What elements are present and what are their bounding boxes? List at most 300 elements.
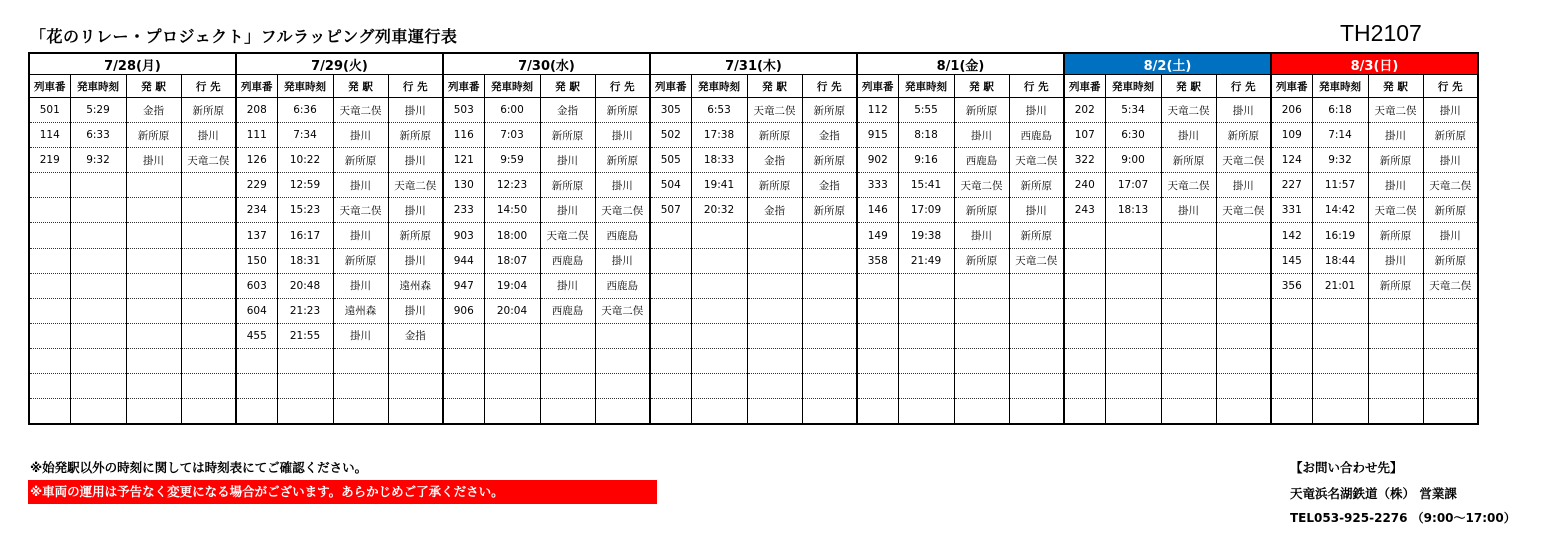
table-cell (29, 323, 70, 348)
table-cell: 新所原 (802, 148, 857, 173)
table-cell: 18:33 (691, 148, 747, 173)
day-header-row (29, 53, 1478, 75)
table-cell: 7:03 (484, 123, 540, 148)
table-cell (1009, 374, 1064, 399)
day-header: 7/31(木) (650, 53, 857, 75)
table-cell (70, 173, 126, 198)
table-cell: 9:00 (1105, 148, 1161, 173)
column-header-row (29, 75, 1478, 98)
table-cell (1271, 323, 1312, 348)
table-cell: 掛川 (388, 298, 443, 323)
table-cell: 18:13 (1105, 198, 1161, 223)
table-cell (126, 374, 181, 399)
table-cell: 21:01 (1312, 273, 1368, 298)
table-cell (898, 298, 954, 323)
table-cell: 掛川 (595, 173, 650, 198)
table-cell (70, 248, 126, 273)
column-header: 発車時刻 (70, 75, 126, 98)
table-cell: 6:00 (484, 98, 540, 123)
table-cell: 新所原 (595, 148, 650, 173)
table-cell (802, 223, 857, 248)
table-cell (747, 348, 802, 373)
table-cell (1423, 399, 1478, 425)
table-cell (333, 348, 388, 373)
column-header: 行 先 (802, 75, 857, 98)
column-header: 行 先 (181, 75, 236, 98)
table-row (29, 298, 1478, 323)
table-cell: 7:14 (1312, 123, 1368, 148)
table-cell (802, 374, 857, 399)
table-cell: 455 (236, 323, 277, 348)
table-cell: 130 (443, 173, 484, 198)
table-cell (691, 399, 747, 425)
table-cell (277, 399, 333, 425)
table-cell: 206 (1271, 98, 1312, 123)
table-cell: 掛川 (388, 198, 443, 223)
table-cell: 金指 (126, 98, 181, 123)
table-cell (1105, 248, 1161, 273)
table-row (29, 323, 1478, 348)
contact-company: 天竜浜名湖鉄道（株） 営業課 (1290, 486, 1457, 501)
table-cell (650, 273, 691, 298)
table-cell: 915 (857, 123, 898, 148)
contact-heading: 【お問い合わせ先】 (1290, 460, 1403, 475)
table-cell (954, 374, 1009, 399)
table-cell: 西鹿島 (595, 273, 650, 298)
table-cell: 掛川 (1161, 198, 1216, 223)
table-cell: 新所原 (802, 198, 857, 223)
table-cell: 新所原 (1423, 123, 1478, 148)
column-header: 発車時刻 (1105, 75, 1161, 98)
table-row (29, 399, 1478, 425)
table-cell (1009, 399, 1064, 425)
table-cell (1216, 248, 1271, 273)
table-cell: 333 (857, 173, 898, 198)
table-cell: 天竜二俣 (1368, 98, 1423, 123)
table-cell: 19:38 (898, 223, 954, 248)
table-cell: 202 (1064, 98, 1105, 123)
table-cell (747, 273, 802, 298)
column-header: 発車時刻 (484, 75, 540, 98)
table-cell: 天竜二俣 (595, 198, 650, 223)
day-header: 8/2(土) (1064, 53, 1271, 75)
column-header: 列車番 (236, 75, 277, 98)
day-header: 8/1(金) (857, 53, 1064, 75)
table-cell: 111 (236, 123, 277, 148)
table-cell (181, 173, 236, 198)
table-cell: 金指 (802, 173, 857, 198)
table-cell (126, 273, 181, 298)
table-cell: 507 (650, 198, 691, 223)
table-cell: 902 (857, 148, 898, 173)
table-cell: 944 (443, 248, 484, 273)
table-cell (540, 374, 595, 399)
table-cell (1105, 223, 1161, 248)
table-cell: 新所原 (1368, 148, 1423, 173)
table-cell: 天竜二俣 (595, 298, 650, 323)
table-cell: 233 (443, 198, 484, 223)
table-cell: 121 (443, 148, 484, 173)
table-cell: 9:32 (1312, 148, 1368, 173)
table-cell (1423, 298, 1478, 323)
table-cell: 18:00 (484, 223, 540, 248)
table-cell (1064, 374, 1105, 399)
table-cell: 天竜二俣 (1161, 173, 1216, 198)
table-cell: 331 (1271, 198, 1312, 223)
table-cell: 947 (443, 273, 484, 298)
table-cell (70, 223, 126, 248)
day-header: 7/29(火) (236, 53, 443, 75)
table-cell: 西鹿島 (595, 223, 650, 248)
table-cell: 掛川 (1009, 98, 1064, 123)
table-cell: 新所原 (747, 173, 802, 198)
table-cell: 17:07 (1105, 173, 1161, 198)
table-cell (1161, 399, 1216, 425)
table-cell (650, 374, 691, 399)
table-cell (70, 399, 126, 425)
table-cell: 358 (857, 248, 898, 273)
table-cell (1368, 374, 1423, 399)
table-cell: 208 (236, 98, 277, 123)
table-cell (1423, 323, 1478, 348)
table-cell (1216, 374, 1271, 399)
table-cell: 掛川 (388, 148, 443, 173)
table-cell: 西鹿島 (954, 148, 1009, 173)
table-cell: 天竜二俣 (1009, 148, 1064, 173)
table-cell: 天竜二俣 (388, 173, 443, 198)
table-cell (954, 273, 1009, 298)
table-cell: 金指 (747, 148, 802, 173)
table-cell (1312, 399, 1368, 425)
table-cell: 5:29 (70, 98, 126, 123)
table-cell: 112 (857, 98, 898, 123)
column-header: 発車時刻 (898, 75, 954, 98)
table-cell: 6:53 (691, 98, 747, 123)
table-cell (1423, 374, 1478, 399)
table-cell: 掛川 (1216, 173, 1271, 198)
table-cell: 107 (1064, 123, 1105, 148)
table-cell (181, 348, 236, 373)
table-cell (1105, 273, 1161, 298)
table-cell (443, 399, 484, 425)
table-cell (181, 298, 236, 323)
table-cell: 掛川 (333, 173, 388, 198)
table-cell (1216, 223, 1271, 248)
table-cell: 12:59 (277, 173, 333, 198)
table-cell (333, 399, 388, 425)
table-cell: 227 (1271, 173, 1312, 198)
table-cell: 掛川 (333, 323, 388, 348)
table-cell (1161, 223, 1216, 248)
table-cell (181, 374, 236, 399)
table-cell (1105, 323, 1161, 348)
table-cell: 天竜二俣 (747, 98, 802, 123)
table-cell (484, 348, 540, 373)
table-cell (650, 348, 691, 373)
column-header: 発車時刻 (691, 75, 747, 98)
table-cell (650, 248, 691, 273)
table-cell: 金指 (388, 323, 443, 348)
table-cell (70, 348, 126, 373)
table-cell: 天竜二俣 (540, 223, 595, 248)
table-cell: 新所原 (540, 173, 595, 198)
table-cell: 掛川 (126, 148, 181, 173)
table-cell (1161, 348, 1216, 373)
table-cell: 掛川 (388, 248, 443, 273)
table-cell (1271, 399, 1312, 425)
table-cell: 322 (1064, 148, 1105, 173)
table-cell (1271, 374, 1312, 399)
table-cell (1064, 273, 1105, 298)
table-cell (29, 198, 70, 223)
table-cell (1161, 273, 1216, 298)
table-cell: 掛川 (1161, 123, 1216, 148)
table-cell (595, 323, 650, 348)
table-cell (70, 374, 126, 399)
table-cell (898, 323, 954, 348)
table-cell (1009, 298, 1064, 323)
table-cell: 掛川 (181, 123, 236, 148)
table-cell (1216, 273, 1271, 298)
table-cell (29, 248, 70, 273)
table-cell (277, 374, 333, 399)
column-header: 列車番 (857, 75, 898, 98)
table-cell (898, 399, 954, 425)
column-header: 行 先 (595, 75, 650, 98)
table-cell: 新所原 (1423, 248, 1478, 273)
table-cell (1105, 298, 1161, 323)
table-cell (1368, 399, 1423, 425)
table-cell (126, 173, 181, 198)
table-cell: 9:16 (898, 148, 954, 173)
table-cell: 137 (236, 223, 277, 248)
table-cell: 20:04 (484, 298, 540, 323)
table-cell (595, 348, 650, 373)
table-cell (1105, 399, 1161, 425)
table-cell (954, 323, 1009, 348)
table-cell: 新所原 (954, 248, 1009, 273)
table-cell: 15:23 (277, 198, 333, 223)
column-header: 列車番 (1271, 75, 1312, 98)
table-cell (1161, 298, 1216, 323)
table-cell: 新所原 (954, 98, 1009, 123)
table-row (29, 223, 1478, 248)
table-cell (443, 374, 484, 399)
table-cell: 掛川 (388, 98, 443, 123)
table-row (29, 198, 1478, 223)
table-cell (126, 323, 181, 348)
table-cell (1216, 348, 1271, 373)
table-cell (388, 399, 443, 425)
table-cell: 新所原 (1368, 223, 1423, 248)
table-cell: 天竜二俣 (954, 173, 1009, 198)
table-cell: 新所原 (333, 248, 388, 273)
warning-note: ※車両の運用は予告なく変更になる場合がございます。あらかじめご了承ください。 (28, 480, 657, 504)
table-cell (181, 399, 236, 425)
table-cell (70, 198, 126, 223)
table-cell (1009, 348, 1064, 373)
table-cell: 新所原 (333, 148, 388, 173)
column-header: 列車番 (29, 75, 70, 98)
table-cell: 604 (236, 298, 277, 323)
table-cell (333, 374, 388, 399)
table-cell: 14:50 (484, 198, 540, 223)
table-cell: 502 (650, 123, 691, 148)
table-cell (802, 399, 857, 425)
table-cell (857, 273, 898, 298)
table-cell: 906 (443, 298, 484, 323)
table-cell (1064, 223, 1105, 248)
table-cell (1064, 348, 1105, 373)
table-cell (1064, 298, 1105, 323)
table-cell: 掛川 (333, 273, 388, 298)
table-cell: 天竜二俣 (1423, 173, 1478, 198)
table-cell: 8:18 (898, 123, 954, 148)
column-header: 発車時刻 (277, 75, 333, 98)
table-cell: 240 (1064, 173, 1105, 198)
table-cell (595, 399, 650, 425)
table-cell (181, 223, 236, 248)
table-row (29, 248, 1478, 273)
table-cell (691, 223, 747, 248)
table-row (29, 273, 1478, 298)
table-cell (1368, 323, 1423, 348)
table-cell: 掛川 (333, 223, 388, 248)
table-cell: 遠州森 (388, 273, 443, 298)
table-cell: 126 (236, 148, 277, 173)
table-cell: 21:55 (277, 323, 333, 348)
table-cell: 21:23 (277, 298, 333, 323)
table-cell (650, 298, 691, 323)
table-cell: 新所原 (126, 123, 181, 148)
table-cell (181, 198, 236, 223)
table-cell: 掛川 (1216, 98, 1271, 123)
table-cell (650, 223, 691, 248)
table-cell: 18:07 (484, 248, 540, 273)
timetable-note: ※始発駅以外の時刻に関しては時刻表にてご確認ください。 (30, 460, 368, 475)
table-cell (29, 298, 70, 323)
document-code: TH2107 (1340, 20, 1422, 46)
table-cell: 金指 (540, 98, 595, 123)
table-cell (1368, 298, 1423, 323)
table-cell (650, 323, 691, 348)
table-cell (691, 298, 747, 323)
table-cell: 6:33 (70, 123, 126, 148)
table-cell: 603 (236, 273, 277, 298)
table-cell (1312, 348, 1368, 373)
table-cell: 新所原 (181, 98, 236, 123)
day-header: 8/3(日) (1271, 53, 1478, 75)
column-header: 発 駅 (1161, 75, 1216, 98)
table-cell (29, 173, 70, 198)
table-cell: 掛川 (595, 123, 650, 148)
table-cell: 新所原 (802, 98, 857, 123)
table-cell (236, 348, 277, 373)
table-cell (802, 298, 857, 323)
table-cell (747, 399, 802, 425)
table-cell: 金指 (747, 198, 802, 223)
table-cell: 6:30 (1105, 123, 1161, 148)
table-cell: 天竜二俣 (1368, 198, 1423, 223)
table-cell: 天竜二俣 (1009, 248, 1064, 273)
table-cell: 305 (650, 98, 691, 123)
column-header: 行 先 (1423, 75, 1478, 98)
table-cell (802, 273, 857, 298)
table-cell: 109 (1271, 123, 1312, 148)
table-cell: 503 (443, 98, 484, 123)
table-cell (126, 348, 181, 373)
table-cell (29, 223, 70, 248)
table-cell (747, 298, 802, 323)
table-cell: 16:19 (1312, 223, 1368, 248)
table-cell: 19:41 (691, 173, 747, 198)
table-cell: 新所原 (1216, 123, 1271, 148)
table-cell (126, 248, 181, 273)
table-cell (29, 399, 70, 425)
table-cell (1009, 323, 1064, 348)
table-cell (1161, 323, 1216, 348)
table-cell: 掛川 (954, 223, 1009, 248)
table-cell: 天竜二俣 (181, 148, 236, 173)
table-cell: 掛川 (540, 148, 595, 173)
table-cell: 5:34 (1105, 98, 1161, 123)
table-cell: 掛川 (540, 273, 595, 298)
table-cell: 天竜二俣 (333, 198, 388, 223)
table-cell: 114 (29, 123, 70, 148)
table-cell: 19:04 (484, 273, 540, 298)
day-header: 7/28(月) (29, 53, 236, 75)
table-cell: 9:32 (70, 148, 126, 173)
table-cell (1161, 248, 1216, 273)
table-cell (802, 248, 857, 273)
table-cell (691, 348, 747, 373)
table-cell (1009, 273, 1064, 298)
table-cell (857, 348, 898, 373)
table-cell: 新所原 (1423, 198, 1478, 223)
table-cell (443, 348, 484, 373)
table-cell: 金指 (802, 123, 857, 148)
table-cell (954, 348, 1009, 373)
table-cell: 20:48 (277, 273, 333, 298)
table-cell: 6:18 (1312, 98, 1368, 123)
table-cell (236, 374, 277, 399)
table-cell: 12:23 (484, 173, 540, 198)
table-cell (1312, 374, 1368, 399)
table-cell: 17:09 (898, 198, 954, 223)
table-cell: 掛川 (1368, 123, 1423, 148)
table-cell (181, 248, 236, 273)
table-cell (1216, 399, 1271, 425)
table-cell: 219 (29, 148, 70, 173)
column-header: 行 先 (1009, 75, 1064, 98)
table-cell (1312, 298, 1368, 323)
table-cell (126, 198, 181, 223)
table-cell: 5:55 (898, 98, 954, 123)
table-cell (70, 298, 126, 323)
table-cell (1064, 323, 1105, 348)
table-cell: 16:17 (277, 223, 333, 248)
contact-phone: TEL053-925-2276 （9:00～17:00） (1290, 511, 1516, 525)
table-cell: 新所原 (388, 123, 443, 148)
table-cell: 掛川 (540, 198, 595, 223)
table-cell (484, 374, 540, 399)
table-cell (29, 348, 70, 373)
table-cell: 天竜二俣 (1216, 148, 1271, 173)
table-cell: 234 (236, 198, 277, 223)
table-cell (126, 298, 181, 323)
table-cell (747, 374, 802, 399)
page-title: 「花のリレー・プロジェクト」フルラッピング列車運行表 (30, 27, 458, 46)
